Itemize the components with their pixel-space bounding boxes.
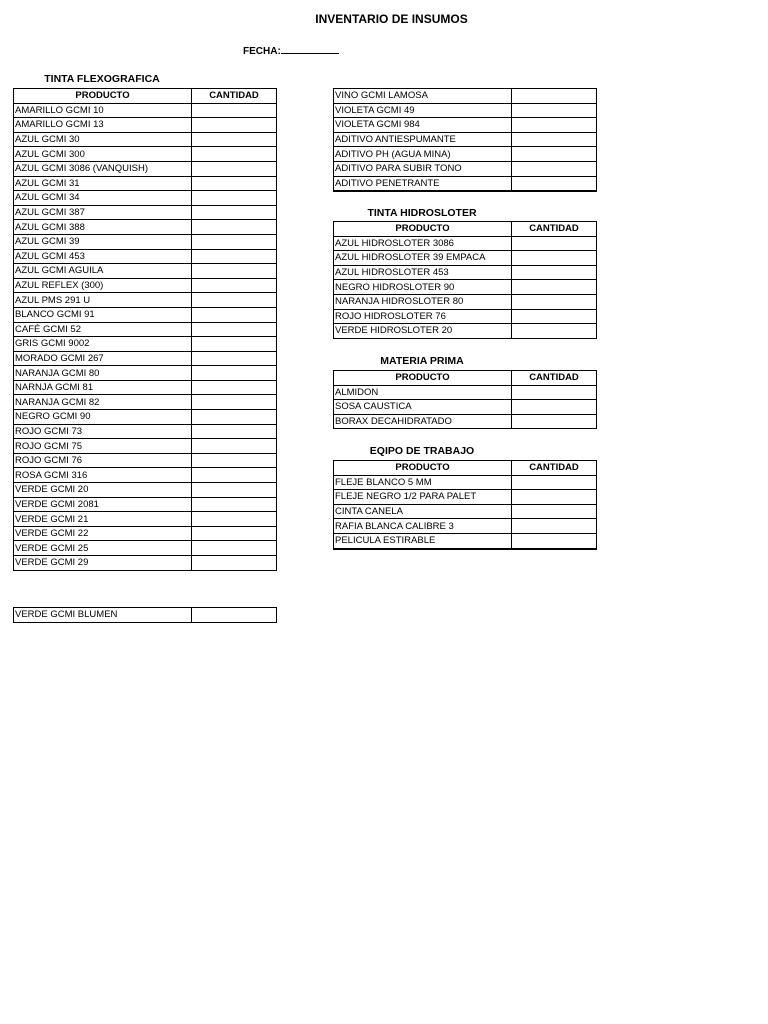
header-producto: PRODUCTO bbox=[334, 222, 512, 237]
product-name-cell: VERDE HIDROSLOTER 20 bbox=[334, 324, 512, 339]
product-name-cell: ALMIDON bbox=[334, 385, 512, 400]
table-row bbox=[14, 176, 277, 191]
table-row bbox=[334, 265, 597, 280]
table-row bbox=[334, 236, 597, 251]
table-row bbox=[334, 385, 597, 400]
quantity-cell[interactable] bbox=[192, 322, 277, 337]
table-row bbox=[14, 541, 277, 556]
product-name-cell: VERDE GCMI 2081 bbox=[14, 497, 192, 512]
product-name-cell: AZUL GCMI 31 bbox=[14, 176, 192, 191]
section-title-materia: MATERIA PRIMA bbox=[380, 355, 464, 367]
table-tinta-hidrosloter bbox=[333, 221, 597, 339]
table-extra bbox=[13, 607, 277, 623]
header-producto: PRODUCTO bbox=[14, 89, 192, 104]
table-row bbox=[14, 103, 277, 118]
product-name-cell: AZUL REFLEX (300) bbox=[14, 278, 192, 293]
header-cantidad: CANTIDAD bbox=[192, 89, 277, 104]
table-row bbox=[334, 533, 597, 548]
quantity-cell[interactable] bbox=[512, 132, 597, 147]
quantity-cell[interactable] bbox=[192, 512, 277, 527]
product-name-cell: VIOLETA GCMI 49 bbox=[334, 103, 512, 118]
table-row bbox=[334, 504, 597, 519]
product-name-cell: NEGRO HIDROSLOTER 90 bbox=[334, 280, 512, 295]
quantity-cell[interactable] bbox=[192, 307, 277, 322]
header-producto: PRODUCTO bbox=[334, 371, 512, 386]
table-row bbox=[14, 118, 277, 133]
quantity-cell[interactable] bbox=[192, 483, 277, 498]
quantity-cell[interactable] bbox=[192, 220, 277, 235]
quantity-cell[interactable] bbox=[512, 309, 597, 324]
table-row bbox=[14, 307, 277, 322]
quantity-cell[interactable] bbox=[512, 324, 597, 339]
table-row bbox=[14, 132, 277, 147]
table-row bbox=[14, 395, 277, 410]
table-row bbox=[14, 147, 277, 162]
table-row bbox=[334, 309, 597, 324]
table-row bbox=[14, 205, 277, 220]
product-name-cell: AZUL GCMI 39 bbox=[14, 234, 192, 249]
quantity-cell[interactable] bbox=[192, 453, 277, 468]
product-name-cell: AZUL GCMI 3086 (VANQUISH) bbox=[14, 161, 192, 176]
quantity-cell[interactable] bbox=[192, 526, 277, 541]
product-name-cell: PELICULA ESTIRABLE bbox=[334, 533, 512, 548]
product-name-cell: ADITIVO PENETRANTE bbox=[334, 176, 512, 191]
product-name-cell: VERDE GCMI BLUMEN bbox=[14, 608, 192, 623]
product-name-cell: VERDE GCMI 29 bbox=[14, 556, 192, 571]
product-name-cell: RAFIA BLANCA CALIBRE 3 bbox=[334, 519, 512, 534]
table-row bbox=[14, 608, 277, 623]
quantity-cell[interactable] bbox=[512, 118, 597, 133]
product-name-cell: NARNJA GCMI 81 bbox=[14, 380, 192, 395]
product-name-cell: AZUL GCMI 34 bbox=[14, 191, 192, 206]
header-cantidad: CANTIDAD bbox=[512, 371, 597, 386]
table-row bbox=[14, 161, 277, 176]
fecha-blank-line bbox=[281, 44, 339, 54]
quantity-cell[interactable] bbox=[192, 118, 277, 133]
quantity-cell[interactable] bbox=[192, 191, 277, 206]
table-row bbox=[14, 234, 277, 249]
table-row bbox=[334, 147, 597, 162]
table-row bbox=[14, 483, 277, 498]
product-name-cell: AZUL GCMI 300 bbox=[14, 147, 192, 162]
header-cantidad: CANTIDAD bbox=[512, 222, 597, 237]
table-row bbox=[334, 414, 597, 429]
quantity-cell[interactable] bbox=[512, 533, 597, 548]
table-row bbox=[14, 191, 277, 206]
quantity-cell[interactable] bbox=[512, 176, 597, 191]
quantity-cell[interactable] bbox=[512, 161, 597, 176]
header-producto: PRODUCTO bbox=[334, 461, 512, 476]
product-name-cell: ROJO GCMI 76 bbox=[14, 453, 192, 468]
table-row bbox=[334, 176, 597, 191]
quantity-cell[interactable] bbox=[512, 519, 597, 534]
product-name-cell: AZUL HIDROSLOTER 453 bbox=[334, 265, 512, 280]
quantity-cell[interactable] bbox=[512, 414, 597, 429]
table-row bbox=[14, 468, 277, 483]
table-row bbox=[334, 251, 597, 266]
quantity-cell[interactable] bbox=[192, 395, 277, 410]
quantity-cell[interactable] bbox=[512, 103, 597, 118]
table-row bbox=[334, 280, 597, 295]
product-name-cell: VIOLETA GCMI 984 bbox=[334, 118, 512, 133]
quantity-cell[interactable] bbox=[192, 468, 277, 483]
product-name-cell: GRIS GCMI 9002 bbox=[14, 337, 192, 352]
quantity-cell[interactable] bbox=[192, 608, 277, 623]
product-name-cell: ROJO GCMI 73 bbox=[14, 424, 192, 439]
table-tinta-flexografica bbox=[13, 88, 277, 571]
product-name-cell: FLEJE BLANCO 5 MM bbox=[334, 475, 512, 490]
quantity-cell[interactable] bbox=[192, 132, 277, 147]
table-header-row bbox=[14, 89, 277, 104]
table-row bbox=[14, 366, 277, 381]
table-row bbox=[14, 249, 277, 264]
product-name-cell: ADITIVO ANTIESPUMANTE bbox=[334, 132, 512, 147]
quantity-cell[interactable] bbox=[192, 278, 277, 293]
quantity-cell[interactable] bbox=[512, 147, 597, 162]
product-name-cell: NEGRO GCMI 90 bbox=[14, 410, 192, 425]
product-name-cell: BLANCO GCMI 91 bbox=[14, 307, 192, 322]
quantity-cell[interactable] bbox=[512, 504, 597, 519]
product-name-cell: ROSA GCMI 316 bbox=[14, 468, 192, 483]
quantity-cell[interactable] bbox=[512, 475, 597, 490]
product-name-cell: AZUL GCMI AGUILA bbox=[14, 264, 192, 279]
quantity-cell[interactable] bbox=[192, 249, 277, 264]
table-row bbox=[334, 161, 597, 176]
table-row bbox=[14, 439, 277, 454]
table-row bbox=[334, 294, 597, 309]
quantity-cell[interactable] bbox=[192, 556, 277, 571]
table-equipo-trabajo bbox=[333, 460, 597, 550]
product-name-cell: AZUL GCMI 30 bbox=[14, 132, 192, 147]
product-name-cell: BORAX DECAHIDRATADO bbox=[334, 414, 512, 429]
table-row bbox=[334, 490, 597, 505]
table-row bbox=[14, 424, 277, 439]
quantity-cell[interactable] bbox=[192, 439, 277, 454]
product-name-cell: FLEJE NEGRO 1/2 PARA PALET bbox=[334, 490, 512, 505]
quantity-cell[interactable] bbox=[512, 400, 597, 415]
product-name-cell: ADITIVO PARA SUBIR TONO bbox=[334, 161, 512, 176]
quantity-cell[interactable] bbox=[192, 337, 277, 352]
section-title-equipo: EQIPO DE TRABAJO bbox=[369, 445, 475, 457]
quantity-cell[interactable] bbox=[512, 280, 597, 295]
quantity-cell[interactable] bbox=[512, 385, 597, 400]
table-row bbox=[14, 526, 277, 541]
table-row bbox=[14, 453, 277, 468]
quantity-cell[interactable] bbox=[512, 89, 597, 104]
table-row bbox=[14, 220, 277, 235]
table-row bbox=[14, 380, 277, 395]
product-name-cell: VERDE GCMI 20 bbox=[14, 483, 192, 498]
product-name-cell: AZUL HIDROSLOTER 39 EMPACA bbox=[334, 251, 512, 266]
product-name-cell: AZUL HIDROSLOTER 3086 bbox=[334, 236, 512, 251]
table-row bbox=[334, 400, 597, 415]
product-name-cell: CINTA CANELA bbox=[334, 504, 512, 519]
product-name-cell: VERDE GCMI 21 bbox=[14, 512, 192, 527]
document-title: INVENTARIO DE INSUMOS bbox=[315, 12, 468, 26]
table-header-row bbox=[334, 222, 597, 237]
quantity-cell[interactable] bbox=[192, 380, 277, 395]
table-row bbox=[334, 118, 597, 133]
table-row bbox=[14, 410, 277, 425]
product-name-cell: AZUL GCMI 453 bbox=[14, 249, 192, 264]
quantity-cell[interactable] bbox=[192, 205, 277, 220]
product-name-cell: MORADO GCMI 267 bbox=[14, 351, 192, 366]
table-row bbox=[334, 519, 597, 534]
quantity-cell[interactable] bbox=[192, 176, 277, 191]
product-name-cell: CAFÉ GCMI 52 bbox=[14, 322, 192, 337]
quantity-cell[interactable] bbox=[192, 293, 277, 308]
product-name-cell: NARANJA GCMI 80 bbox=[14, 366, 192, 381]
quantity-cell[interactable] bbox=[192, 497, 277, 512]
product-name-cell: AZUL GCMI 388 bbox=[14, 220, 192, 235]
product-name-cell: AMARILLO GCMI 13 bbox=[14, 118, 192, 133]
product-name-cell: NARANJA HIDROSLOTER 80 bbox=[334, 294, 512, 309]
table-row bbox=[334, 103, 597, 118]
table-row bbox=[334, 475, 597, 490]
table-row bbox=[334, 89, 597, 104]
table-row bbox=[334, 132, 597, 147]
product-name-cell: VERDE GCMI 22 bbox=[14, 526, 192, 541]
table-row bbox=[14, 278, 277, 293]
section-title-flexo: TINTA FLEXOGRAFICA bbox=[44, 73, 160, 85]
quantity-cell[interactable] bbox=[512, 294, 597, 309]
table-tinta-continuacion bbox=[333, 88, 597, 192]
table-row bbox=[14, 322, 277, 337]
quantity-cell[interactable] bbox=[192, 541, 277, 556]
product-name-cell: VERDE GCMI 25 bbox=[14, 541, 192, 556]
quantity-cell[interactable] bbox=[512, 251, 597, 266]
table-row bbox=[14, 497, 277, 512]
product-name-cell: ROJO HIDROSLOTER 76 bbox=[334, 309, 512, 324]
quantity-cell[interactable] bbox=[192, 234, 277, 249]
table-header-row bbox=[334, 371, 597, 386]
table-row bbox=[14, 512, 277, 527]
table-row bbox=[14, 337, 277, 352]
quantity-cell[interactable] bbox=[192, 410, 277, 425]
quantity-cell[interactable] bbox=[192, 103, 277, 118]
table-materia-prima bbox=[333, 370, 597, 429]
table-row bbox=[14, 351, 277, 366]
quantity-cell[interactable] bbox=[192, 147, 277, 162]
table-row bbox=[14, 556, 277, 571]
table-row bbox=[334, 324, 597, 339]
table-row bbox=[14, 264, 277, 279]
quantity-cell[interactable] bbox=[512, 236, 597, 251]
quantity-cell[interactable] bbox=[512, 265, 597, 280]
quantity-cell[interactable] bbox=[192, 351, 277, 366]
product-name-cell: ADITIVO PH (AGUA MINA) bbox=[334, 147, 512, 162]
quantity-cell[interactable] bbox=[192, 424, 277, 439]
product-name-cell: SOSA CAUSTICA bbox=[334, 400, 512, 415]
fecha-field bbox=[243, 44, 339, 57]
quantity-cell[interactable] bbox=[192, 366, 277, 381]
quantity-cell[interactable] bbox=[512, 490, 597, 505]
section-title-hidro: TINTA HIDROSLOTER bbox=[367, 207, 477, 219]
quantity-cell[interactable] bbox=[192, 264, 277, 279]
fecha-label: FECHA: bbox=[243, 46, 281, 57]
product-name-cell: AMARILLO GCMI 10 bbox=[14, 103, 192, 118]
quantity-cell[interactable] bbox=[192, 161, 277, 176]
product-name-cell: AZUL GCMI 387 bbox=[14, 205, 192, 220]
product-name-cell: AZUL PMS 291 U bbox=[14, 293, 192, 308]
product-name-cell: NARANJA GCMI 82 bbox=[14, 395, 192, 410]
product-name-cell: VINO GCMI LAMOSA bbox=[334, 89, 512, 104]
header-cantidad: CANTIDAD bbox=[512, 461, 597, 476]
table-row bbox=[14, 293, 277, 308]
table-header-row bbox=[334, 461, 597, 476]
product-name-cell: ROJO GCMI 75 bbox=[14, 439, 192, 454]
